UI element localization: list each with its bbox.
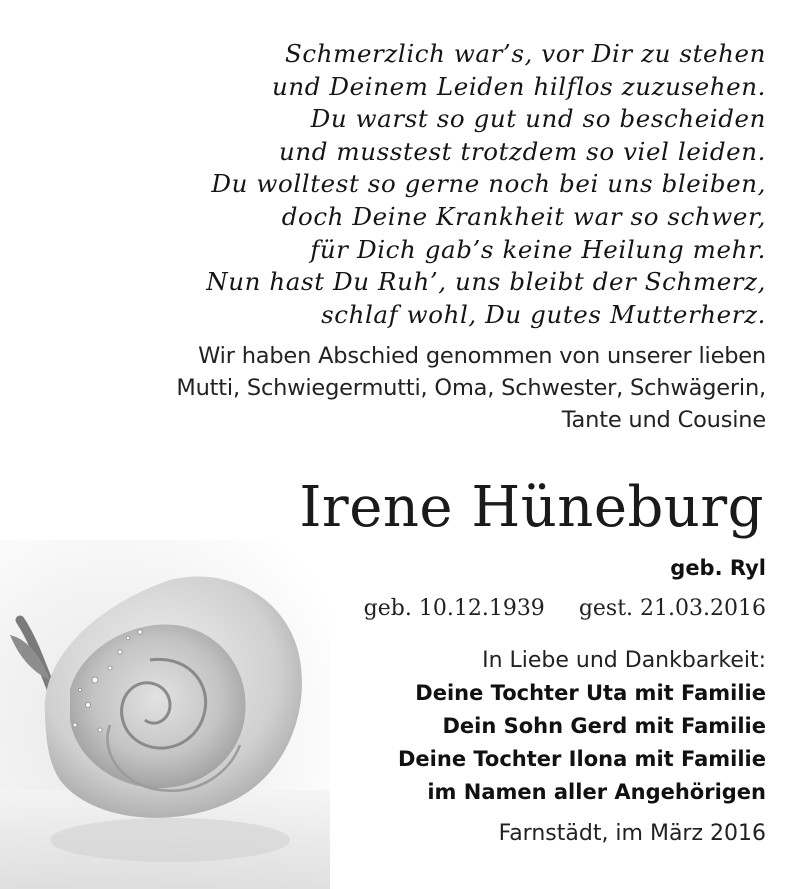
poem-line: für Dich gab’s keine Heilung mehr. <box>310 234 766 264</box>
life-dates <box>46 592 766 626</box>
poem-line: Nun hast Du Ruh’, uns bleibt der Schmerz, <box>206 267 766 297</box>
mourners-list <box>46 677 766 809</box>
mourner-entry: Deine Tochter Ilona mit Familie <box>398 747 766 771</box>
poem-line: und musstest trotzdem so viel leiden. <box>278 136 766 166</box>
poem-line: schlaf wohl, Du gutes Mutterherz. <box>321 299 766 329</box>
place-date: Farnstädt, im März 2016 <box>498 821 766 846</box>
farewell-intro <box>46 340 766 436</box>
maiden-name: geb. Ryl <box>670 556 766 580</box>
poem-line: doch Deine Krankheit war so schwer, <box>281 201 766 231</box>
intro-line: Tante und Cousine <box>561 407 766 433</box>
poem <box>46 38 766 331</box>
mourner-entry: Deine Tochter Uta mit Familie <box>415 681 766 705</box>
poem-line: und Deinem Leiden hilflos zuzusehen. <box>271 71 766 101</box>
deceased-name: Irene Hüneburg <box>299 475 764 540</box>
mourner-entry: Dein Sohn Gerd mit Familie <box>442 714 766 738</box>
poem-line: Schmerzlich war’s, vor Dir zu stehen <box>285 39 766 68</box>
poem-line: Du warst so gut und so bescheiden <box>310 104 766 134</box>
intro-line: Wir haben Abschied genommen von unserer lieben <box>198 343 766 369</box>
poem-line: Du wolltest so gerne noch bei uns bleiben, <box>211 169 766 199</box>
thanks-line: In Liebe und Dankbarkeit: <box>482 648 766 673</box>
birth-date: geb. 10.12.1939 <box>363 596 545 621</box>
intro-line: Mutti, Schwiegermutti, Oma, Schwester, Schwägerin, <box>176 375 766 401</box>
death-date: gest. 21.03.2016 <box>578 596 766 621</box>
mourner-entry: im Namen aller Angehörigen <box>427 780 766 804</box>
